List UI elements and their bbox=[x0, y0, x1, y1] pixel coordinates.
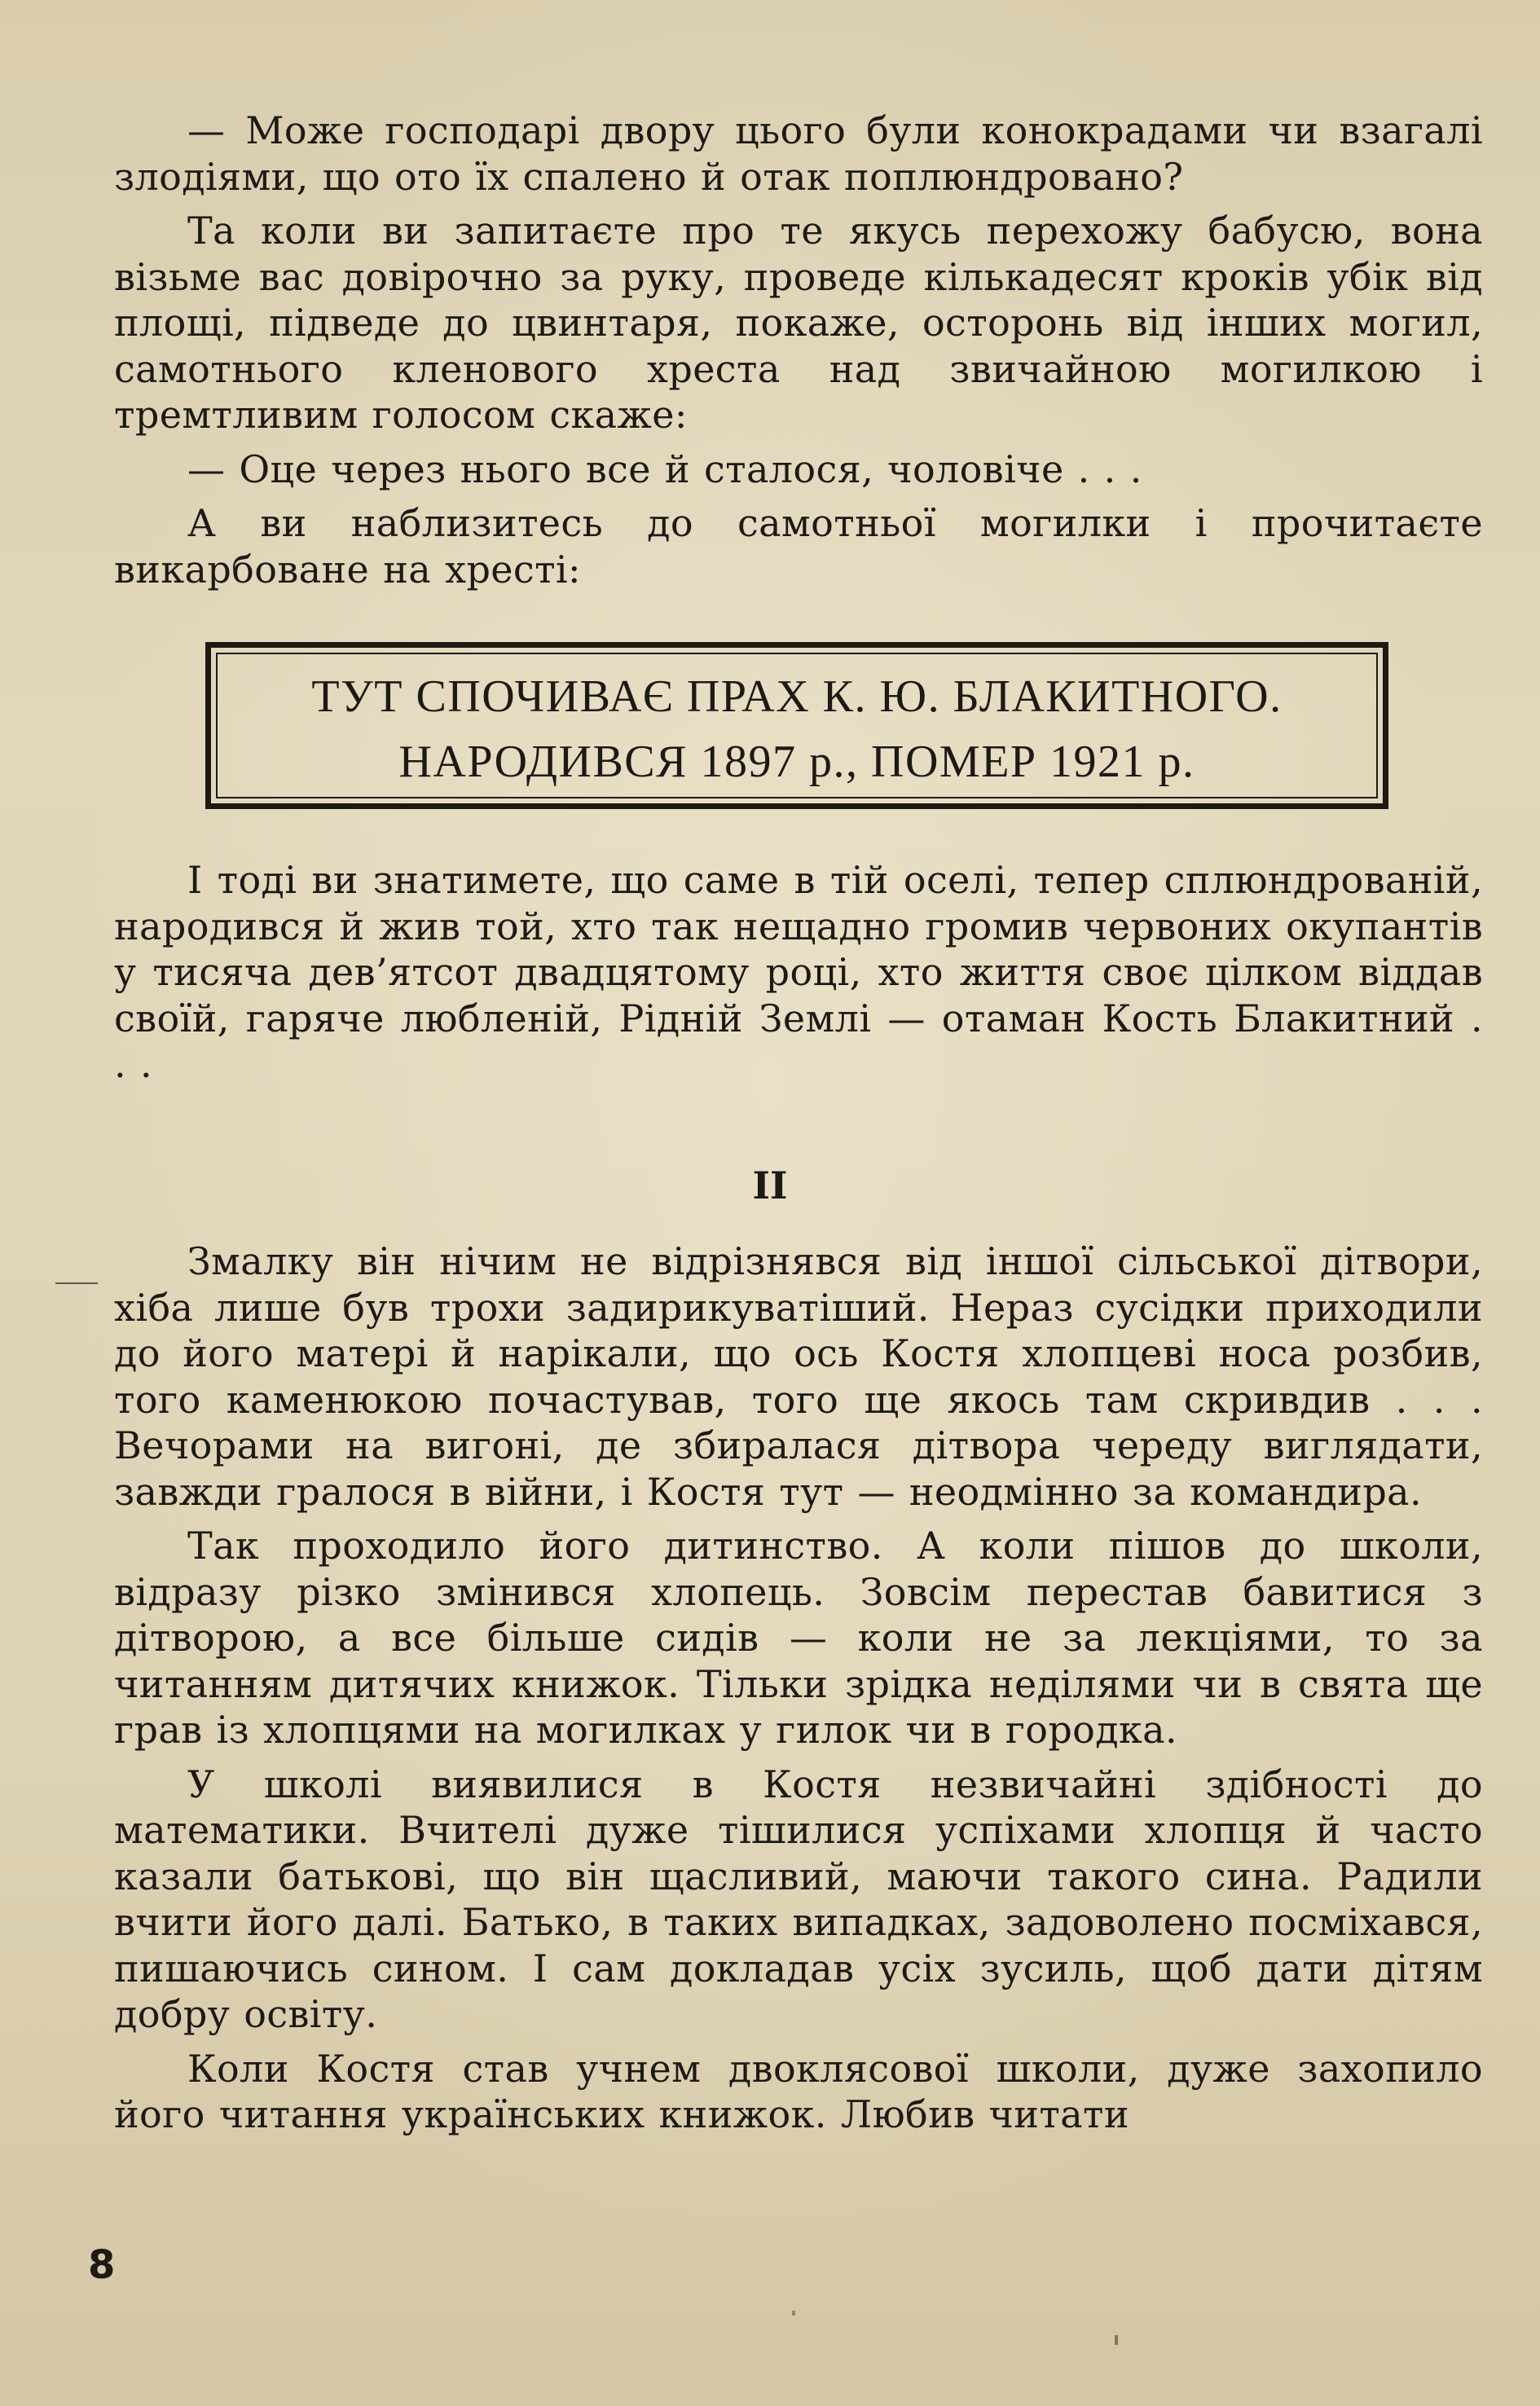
top-text-block bbox=[114, 108, 1483, 592]
scan-artifact-dot bbox=[1115, 2335, 1118, 2345]
paragraph-childhood: Змалку він нічим не відрізнявся від іншої сільської дітвори, хіба лише був трохи задирикуватіший. Нераз сусідки приходили до його матері й нарікали, що ось Костя хлопцеві носа розбив, того каменюкою почастував, того ще якось там скривдив . . . Вечорами на вигоні, де збиралася дітвора череду виглядати, завжди гралося в війни, і Костя тут — неодмінно за командира. bbox=[114, 1239, 1483, 1514]
section-heading: II bbox=[752, 1163, 788, 1207]
paragraph-dialog-2: — Оце через нього все й сталося, чоловіче . . . bbox=[187, 446, 1142, 491]
paragraph-then-you-will-know: І тоді ви знатимете, що саме в тій оселі, тепер сплюндрованій, народився й жив той, хто так нещадно громив червоних окупантів у тисяча дев’ятсот двадцятому році, хто життя своє цілком віддав своїй, гаряче любленій, Рідній Землі — отаман Кость Блакитний . . . bbox=[114, 858, 1483, 1086]
scan-artifact-speck bbox=[792, 2311, 795, 2316]
paragraph-school: Так проходило його дитинство. А коли пішов до школи, відразу різко змінився хлопець. Зовсім перестав бавитися з дітворою, а все більше сидів — коли не за лекціями, то за читанням дитячих книжок. Тільки зрідка неділями чи в свята ще грав із хлопцями на могилках у гилок чи в городка. bbox=[114, 1524, 1483, 1752]
inscription-line-1: ТУТ СПОЧИВАЄ ПРАХ К. Ю. БЛАКИТНОГО. bbox=[311, 671, 1283, 722]
paragraph-dialog-1: — Може господарі двору цього були конокрадами чи взагалі злодіями, що ото їх спалено й отак поплюндровано? bbox=[114, 108, 1483, 199]
scan-artifact-line bbox=[55, 1282, 98, 1284]
paragraph-approach-grave: А ви наблизитесь до самотньої могилки і прочитаєте викарбоване на хресті: bbox=[114, 501, 1483, 592]
middle-text-block bbox=[114, 857, 1483, 1088]
cross-inscription-frame bbox=[205, 642, 1388, 809]
bottom-text-block bbox=[114, 1238, 1483, 2138]
paragraph-mathematics: У школі виявилися в Костя незвичайні здібності до математики. Вчителі дуже тішилися успіхами хлопця й часто казали батькові, що він щасливий, маючи такого сина. Радили вчити його далі. Батько, в таких випадках, задоволено посміхався, пишаючись сином. І сам докладав усіх зусиль, щоб дати дітям добру освіту. bbox=[114, 1762, 1483, 2036]
page-number: 8 bbox=[88, 2242, 116, 2288]
inscription-line-2: НАРОДИВСЯ 1897 р., ПОМЕР 1921 р. bbox=[398, 737, 1195, 787]
paragraph-ukrainian-books: Коли Костя став учнем двоклясової школи, дуже захопило його читання українських книжок. Любив читати bbox=[114, 2046, 1483, 2136]
paragraph-grandmother: Та коли ви запитаєте про те якусь перехожу бабусю, вона візьме вас довірочно за руку, проведе кількадесят кроків убік від площі, підведе до цвинтаря, покаже, осторонь від інших могил, самотнього кленового хреста над звичайною могилкою і тремтливим голосом скаже: bbox=[114, 209, 1483, 437]
